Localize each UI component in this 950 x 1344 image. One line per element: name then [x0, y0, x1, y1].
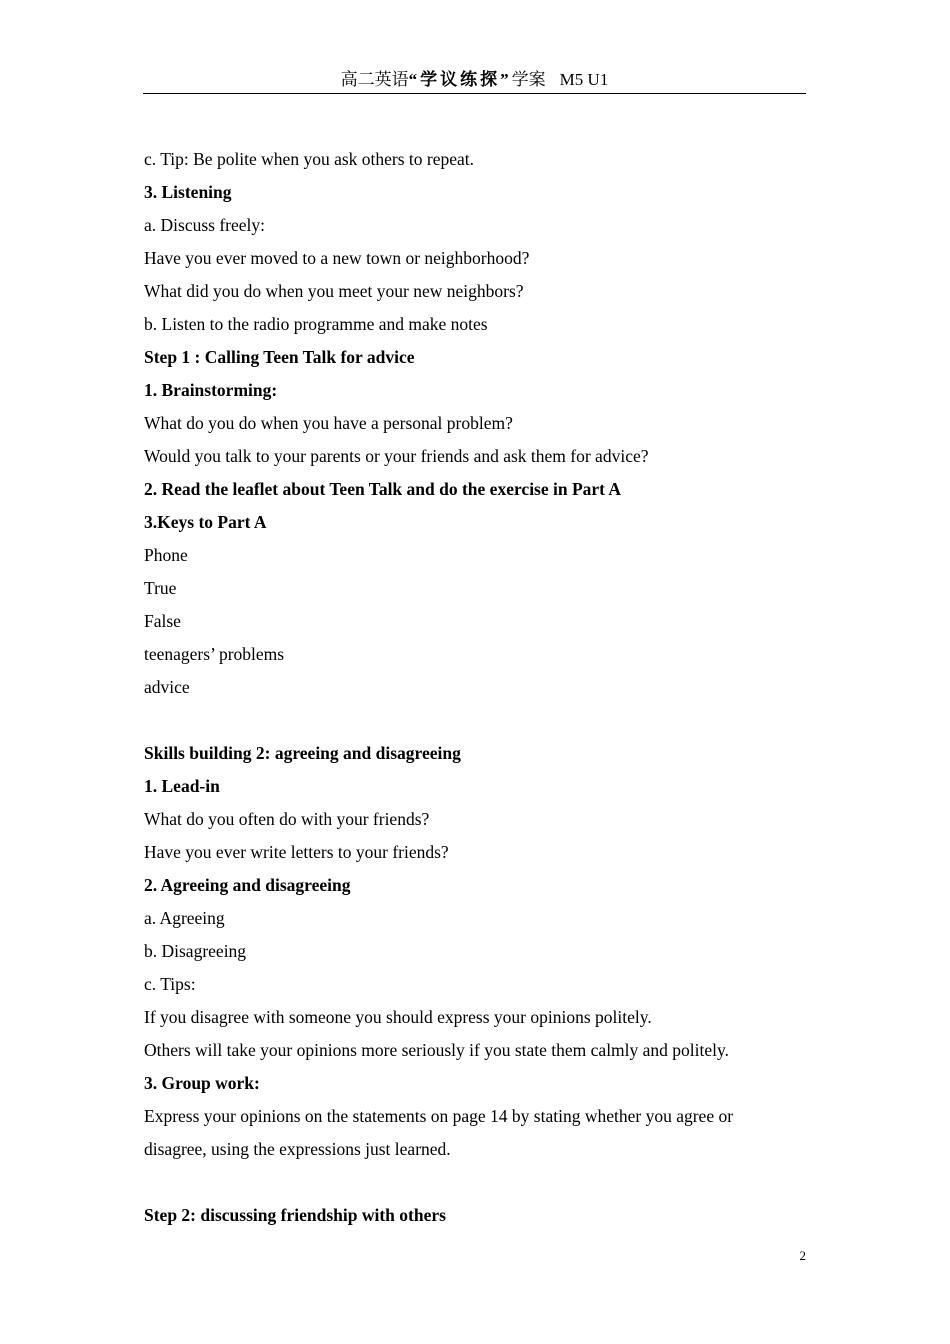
text-line: What do you do when you have a personal problem?	[144, 413, 513, 433]
text-line: Others will take your opinions more seriously if you state them calmly and politely.	[144, 1040, 730, 1060]
section-heading: Skills building 2: agreeing and disagreeing	[144, 743, 461, 763]
header-title: “学议练探”	[408, 70, 512, 89]
section-heading: Step 1 : Calling Teen Talk for advice	[144, 347, 415, 367]
text-line: False	[144, 611, 181, 631]
section-heading: 3.Keys to Part A	[144, 512, 267, 532]
text-line: a. Agreeing	[144, 908, 225, 928]
text-line: advice	[144, 677, 190, 697]
text-line: If you disagree with someone you should express your opinions politely.	[144, 1007, 652, 1027]
section-heading: 2. Agreeing and disagreeing	[144, 875, 351, 895]
blank-line	[144, 704, 806, 737]
section-heading: 1. Lead-in	[144, 776, 220, 796]
header-prefix: 高二英语	[340, 70, 409, 89]
blank-line	[144, 1166, 806, 1199]
text-line: b. Disagreeing	[144, 941, 247, 961]
page-number: 2	[799, 1248, 806, 1263]
text-line: Have you ever write letters to your friends?	[144, 842, 449, 862]
header-suffix: 学案	[511, 70, 546, 89]
text-line: True	[144, 578, 177, 598]
header-module: M5 U1	[559, 70, 609, 89]
text-line: Would you talk to your parents or your friends and ask them for advice?	[144, 446, 649, 466]
text-line: teenagers’ problems	[144, 644, 285, 664]
section-heading: 3. Listening	[144, 182, 232, 202]
text-line: c. Tip: Be polite when you ask others to repeat.	[144, 149, 475, 169]
text-line: c. Tips:	[144, 974, 196, 994]
text-line: disagree, using the expressions just learned.	[144, 1139, 451, 1159]
text-line: What did you do when you meet your new neighbors?	[144, 281, 524, 301]
text-line: What do you often do with your friends?	[144, 809, 430, 829]
page-header	[143, 66, 806, 94]
document-body	[144, 143, 806, 1232]
section-heading: Step 2: discussing friendship with others	[144, 1205, 446, 1225]
section-heading: 2. Read the leaflet about Teen Talk and do the exercise in Part A	[144, 479, 622, 499]
text-line: a. Discuss freely:	[144, 215, 266, 235]
text-line: Phone	[144, 545, 188, 565]
text-line: Have you ever moved to a new town or neighborhood?	[144, 248, 530, 268]
text-line: b. Listen to the radio programme and make notes	[144, 314, 488, 334]
text-line: Express your opinions on the statements on page 14 by stating whether you agree or	[144, 1106, 734, 1126]
section-heading: 1. Brainstorming:	[144, 380, 278, 400]
section-heading: 3. Group work:	[144, 1073, 260, 1093]
